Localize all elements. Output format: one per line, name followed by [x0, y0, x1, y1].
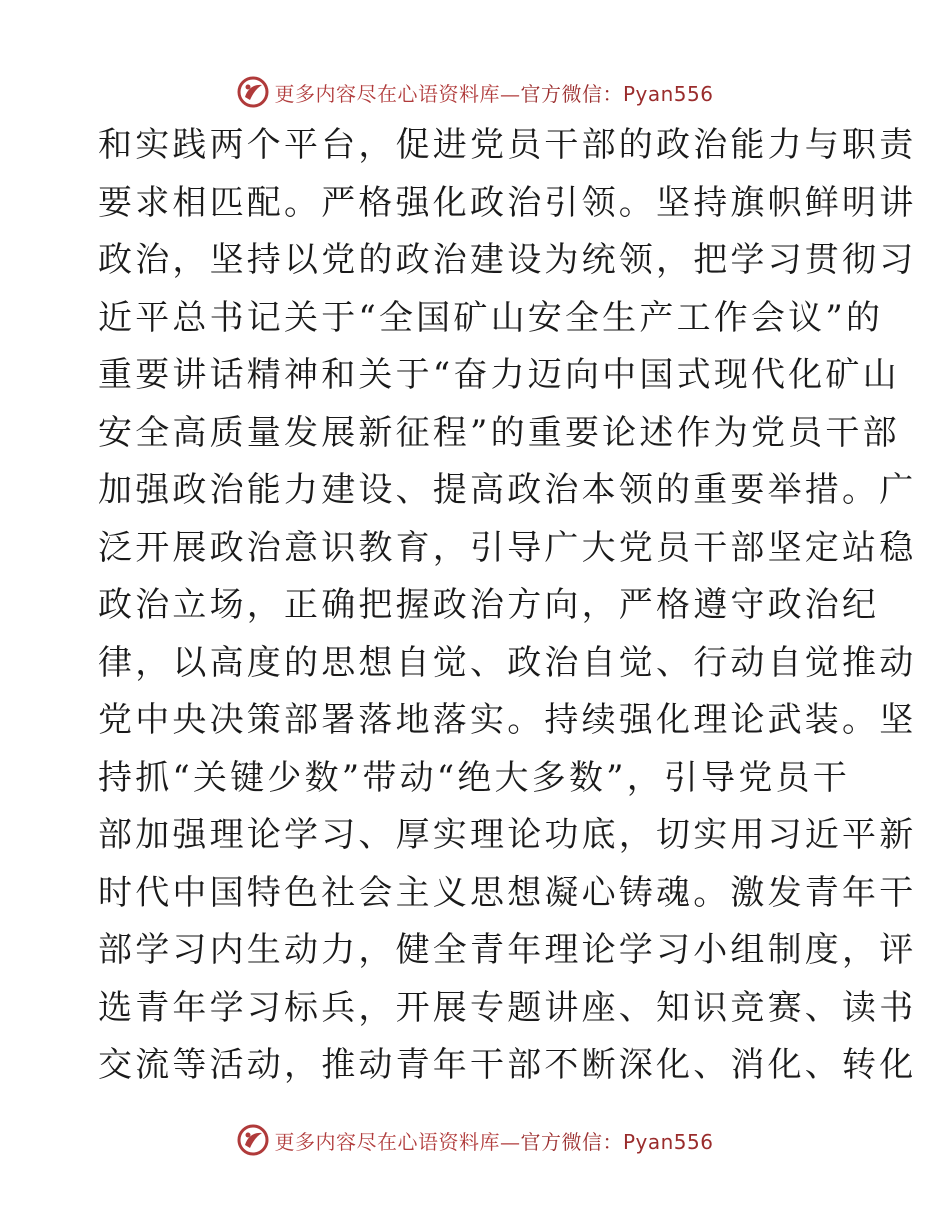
- text-line: 政治，坚持以党的政治建设为统领，把学习贯彻习: [98, 240, 917, 280]
- text-line: 交流等活动，推动青年干部不断深化、消化、转化: [98, 1045, 917, 1085]
- header-text: [274, 78, 713, 107]
- header-brand: 更多内容尽在心语资料库: [274, 81, 500, 106]
- brand-logo-icon: [236, 1123, 270, 1157]
- footer-text: [274, 1126, 713, 1155]
- document-body: [98, 117, 917, 1095]
- footer-banner: [0, 1120, 950, 1160]
- header-banner: [0, 72, 950, 112]
- header-separator: —: [499, 81, 521, 106]
- text-line: 泛开展政治意识教育，引导广大党员干部坚定站稳: [98, 527, 917, 568]
- brand-logo-icon: [236, 75, 270, 109]
- footer-separator: —: [499, 1129, 521, 1154]
- text-line: 部学习内生动力，健全青年理论学习小组制度，评: [98, 930, 917, 970]
- footer-wechat: 官方微信：Pyan556: [520, 1129, 714, 1154]
- text-line: 部加强理论学习、厚实理论功底，切实用习近平新: [98, 815, 917, 855]
- text-line: 政治立场，正确把握政治方向，严格遵守政治纪: [98, 585, 880, 625]
- text-line: 选青年学习标兵，开展专题讲座、知识竞赛、读书: [98, 987, 917, 1028]
- text-line: 重要讲话精神和关于“奋力迈向中国式现代化矿山: [98, 355, 900, 395]
- header-wechat: 官方微信：Pyan556: [520, 81, 714, 106]
- text-line: 和实践两个平台，促进党员干部的政治能力与职责: [98, 125, 917, 165]
- text-line: 时代中国特色社会主义思想凝心铸魂。激发青年干: [98, 872, 917, 913]
- text-line: 近平总书记关于“全国矿山安全生产工作会议”的: [98, 297, 884, 338]
- text-line: 安全高质量发展新征程”的重要论述作为党员干部: [98, 412, 900, 453]
- text-line: 党中央决策部署落地落实。持续强化理论武装。坚: [98, 700, 917, 740]
- text-line: 律，以高度的思想自觉、政治自觉、行动自觉推动: [98, 642, 917, 683]
- text-line: 加强政治能力建设、提高政治本领的重要举措。广: [98, 470, 917, 510]
- footer-brand: 更多内容尽在心语资料库: [274, 1129, 500, 1154]
- text-line: 持抓“关键少数”带动“绝大多数”，引导党员干: [98, 757, 850, 798]
- text-line: 要求相匹配。严格强化政治引领。坚持旗帜鲜明讲: [98, 182, 917, 223]
